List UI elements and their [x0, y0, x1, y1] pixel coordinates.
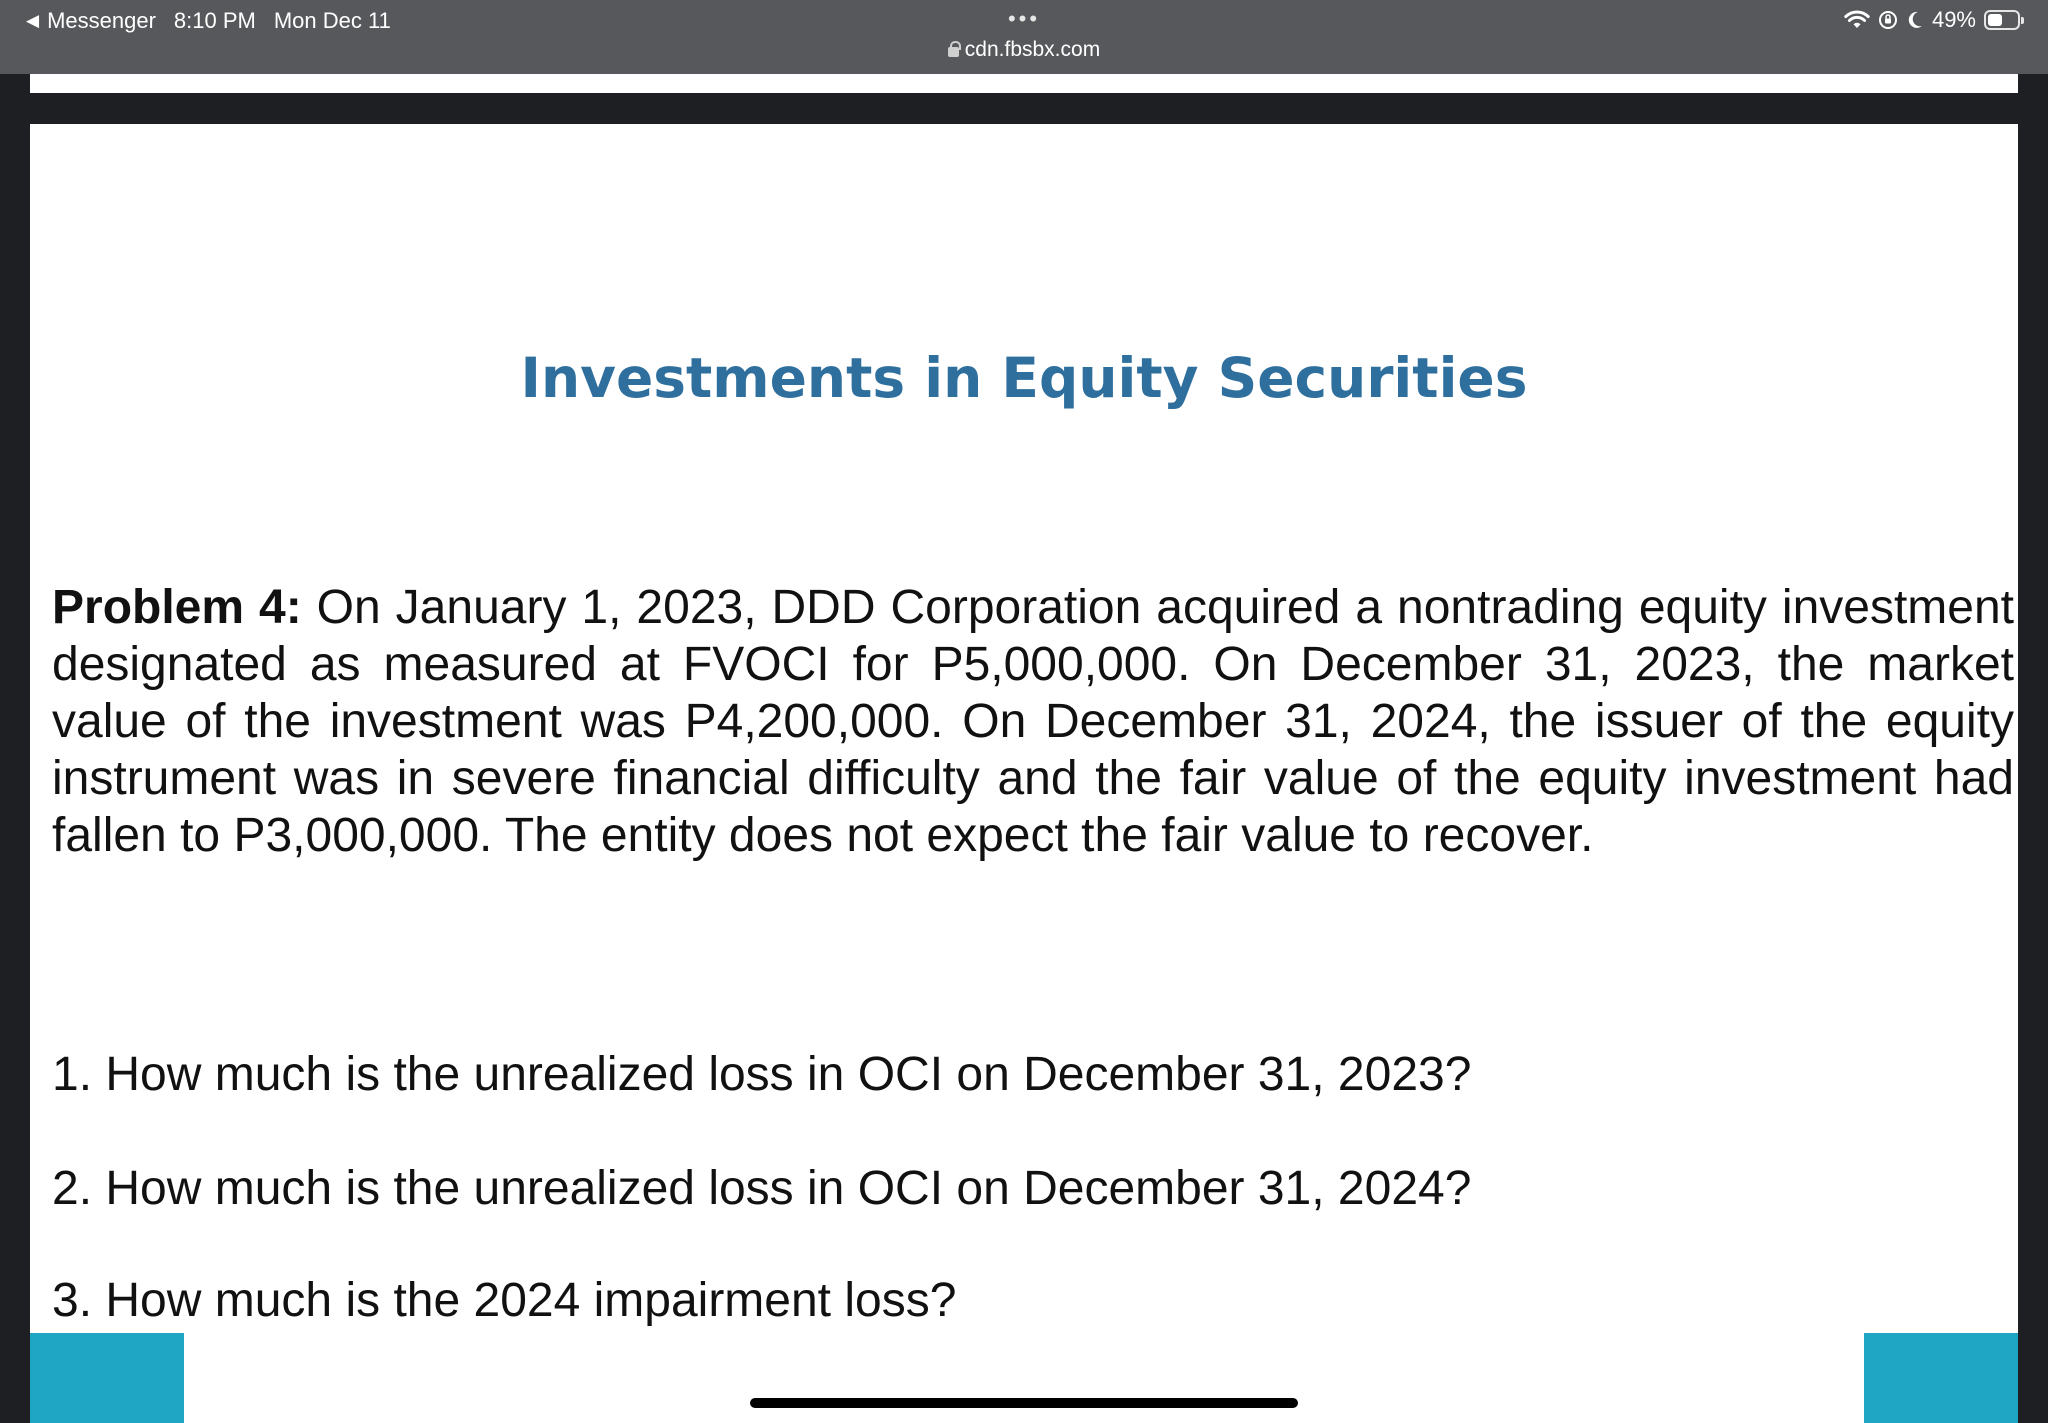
status-time: 8:10 PM — [173, 8, 256, 33]
status-date: Mon Dec 11 — [273, 8, 391, 33]
back-arrow-icon: ◀ — [26, 11, 40, 30]
status-bar — [0, 0, 2048, 74]
slide-title: Investments in Equity Securities — [520, 346, 1528, 410]
question-item: 1. How much is the unrealized loss in OCI on December 31, 2023? — [52, 1048, 1472, 1101]
status-right — [1844, 7, 2020, 33]
url-text: cdn.fbsbx.com — [964, 38, 1101, 61]
browser-address-area — [0, 6, 2048, 62]
battery-icon — [1984, 10, 2020, 30]
battery-fill — [1988, 14, 2002, 26]
home-indicator[interactable] — [750, 1398, 1298, 1408]
moon-icon — [1906, 10, 1924, 30]
decorative-corner-block — [1864, 1333, 2018, 1423]
url-display[interactable] — [0, 38, 2048, 62]
decorative-corner-block — [30, 1333, 184, 1423]
question-item: 3. How much is the 2024 impairment loss? — [52, 1274, 957, 1327]
battery-percent: 49% — [1931, 7, 1976, 32]
wifi-icon — [1844, 10, 1870, 30]
orientation-lock-icon — [1878, 10, 1898, 30]
problem-statement — [52, 579, 2014, 864]
previous-slide-edge — [30, 74, 2018, 93]
problem-text: On January 1, 2023, DDD Corporation acquired a nontrading equity investment designated as measured at FVOCI for P5,000,000. On December 31, 2023, the market value of the investment was P4,200,000. On December 31, 2024, the issuer of the equity instrument was in severe financial difficulty and the fair value of the equity investment had fallen to P3,000,000. The entity does not expect the fair value to recover. — [52, 581, 2015, 862]
multitasking-dots[interactable]: ••• — [1007, 6, 1041, 31]
question-item: 2. How much is the unrealized loss in OCI on December 31, 2024? — [52, 1162, 1472, 1215]
back-app-label: Messenger — [47, 8, 156, 33]
slide-page — [30, 124, 2018, 1423]
lock-icon — [948, 47, 959, 57]
problem-label: Problem 4: — [52, 581, 302, 634]
